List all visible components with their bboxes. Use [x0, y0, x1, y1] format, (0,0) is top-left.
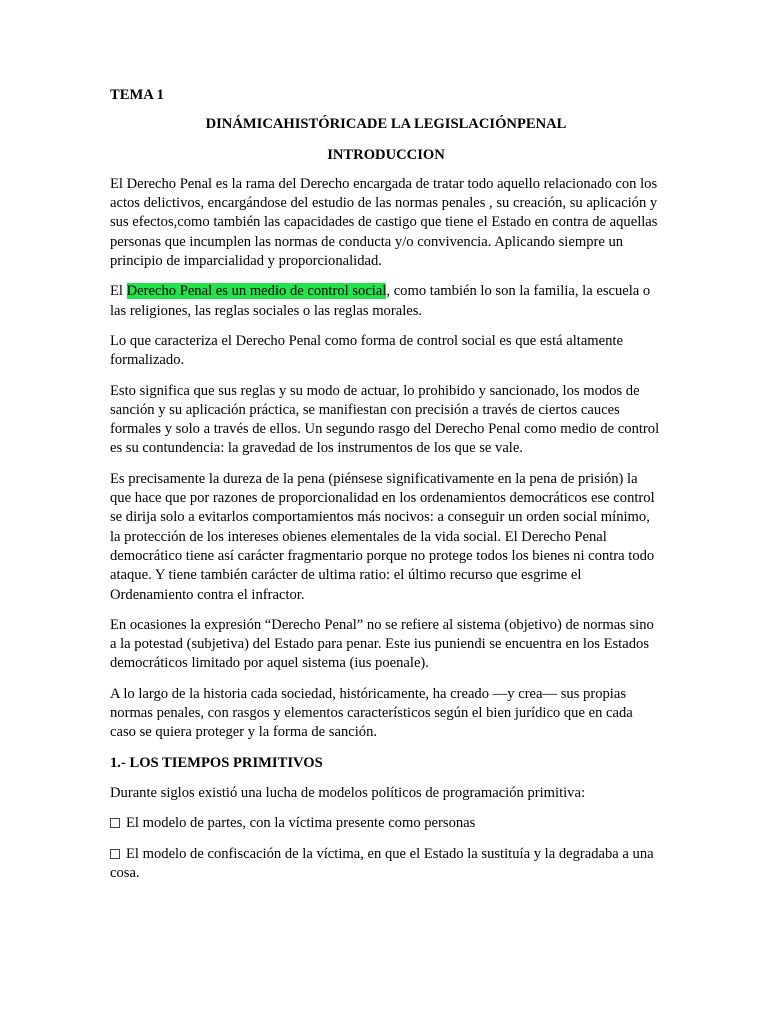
bullet-text: El modelo de confiscación de la víctima, en que el Estado la sustituía y la degradaba a una cosa. — [110, 845, 654, 881]
document-title: DINÁMICAHISTÓRICADE LA LEGISLACIÓNPENAL — [205, 116, 567, 133]
paragraph-3: Lo que caracteriza el Derecho Penal como forma de control social es que está altamente formalizado. — [110, 332, 623, 369]
section-1-heading: 1.- LOS TIEMPOS PRIMITIVOS — [110, 754, 323, 771]
missing-glyph-icon — [110, 849, 120, 859]
document-page — [110, 86, 662, 894]
bullet-item — [110, 845, 662, 884]
bullet-item — [110, 814, 662, 833]
paragraph-6: En ocasiones la expresión “Derecho Penal” no se refiere al sistema (objetivo) de normas sino a la potestad (subjetiva) del Estado para penar. Este ius puniendi se encuentra en los Estados democráticos limitado por aquel sistema (ius poenale). — [110, 616, 654, 672]
paragraph-2-start: El — [110, 283, 127, 300]
paragraph-8: Durante siglos existió una lucha de modelos políticos de programación primitiva: — [110, 784, 586, 801]
section-introduction-heading: INTRODUCCION — [327, 146, 445, 163]
paragraph-2-end: , como también lo son la familia, la escuela o las religiones, las reglas sociales o las reglas morales. — [110, 283, 651, 319]
missing-glyph-icon — [110, 818, 120, 828]
paragraph-4: Esto significa que sus reglas y su modo de actuar, lo prohibido y sancionado, los modos de sanción y su aplicación práctica, se manifiestan con precisión a través de ciertos cauces formales y solo a través de ellos. Un segundo rasgo del Derecho Penal como medio de control es su contundencia: la gravedad de los instrumentos de los que se vale. — [110, 382, 660, 457]
topic-number: TEMA 1 — [110, 87, 164, 103]
paragraph-5: Es precisamente la dureza de la pena (piénsese significativamente en la pena de prisión) la que hace que por razones de proporcionalidad en los ordenamientos democráticos ese control se dirija solo a evitarlos comportamientos más nocivos: a conseguir un orden social mínimo, la protección de los intereses obienes elementales de la vida social. El Derecho Penal democrático tiene así carácter fragmentario porque no protege todos los bienes ni contra todo ataque. Y tiene también carácter de ultima ratio: el último recurso que esgrime el Ordenamiento contra el infractor. — [110, 470, 655, 603]
highlighted-text: Derecho Penal es un medio de control social — [126, 283, 387, 300]
paragraph-2 — [110, 282, 662, 321]
paragraph-1: El Derecho Penal es la rama del Derecho encargada de tratar todo aquello relacionado con los actos delictivos, encargándose del estudio de las normas penales , su creación, su aplicación y sus efectos,como también las capacidades de castigo que tiene el Estado en contra de aquellas personas que incumplen las normas de conducta y/o convivencia. Aplicando siempre un principio de imparcialidad y proporcionalidad. — [110, 175, 658, 270]
paragraph-7: A lo largo de la historia cada sociedad, históricamente, ha creado —y crea— sus propias normas penales, con rasgos y elementos característicos según el bien jurídico que en cada caso se quiera proteger y la forma de sanción. — [110, 685, 633, 741]
bullet-text: El modelo de partes, con la víctima presente como personas — [126, 815, 476, 832]
